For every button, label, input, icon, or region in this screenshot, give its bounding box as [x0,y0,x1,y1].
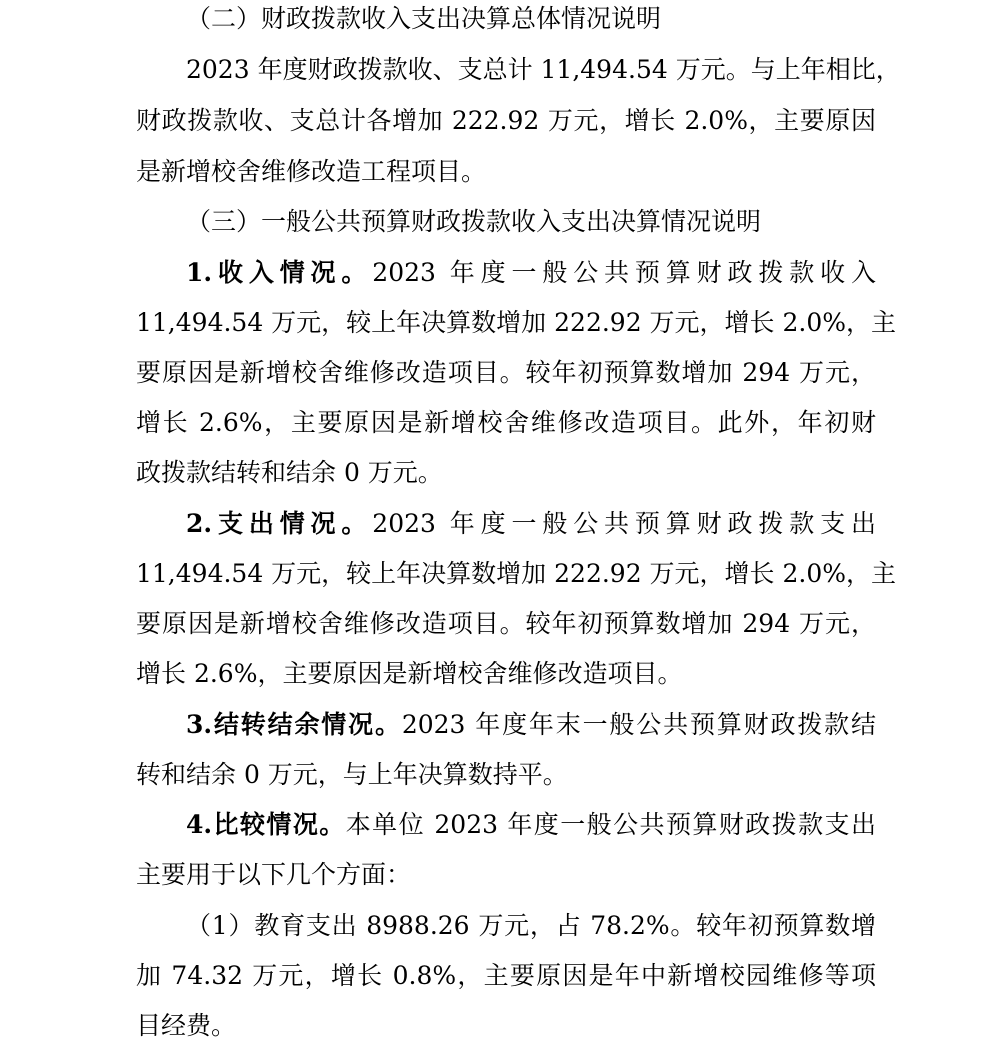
item1-first-line: （1）教育支出 8988.26 万元，占 78.2%。较年初预算数增 [186,911,876,940]
carryover-first-line-text: 2023 年度年末一般公共预算财政拨款结 [401,710,876,739]
paragraph-line: 2023 年度财政拨款收、支总计 11,494.54 万元。与上年相比， [186,55,901,84]
paragraph-line: 11,494.54 万元，较上年决算数增加 222.92 万元，增长 2.0%，主 [136,308,897,337]
paragraph-line: 转和结余 0 万元，与上年决算数持平。 [136,760,568,789]
paragraph-line: 要原因是新增校舍维修改造项目。较年初预算数增加 294 万元， [136,358,876,387]
paragraph-line: 要原因是新增校舍维修改造项目。较年初预算数增加 294 万元， [136,609,876,638]
section-heading-3: （三）一般公共预算财政拨款收入支出决算情况说明 [186,207,762,236]
expense-lead: 2.支出情况。 [186,509,373,538]
carryover-first-line [136,708,876,742]
carryover-lead: 3.结转结余情况。 [186,710,402,739]
paragraph-line: 11,494.54 万元，较上年决算数增加 222.92 万元，增长 2.0%，主 [136,559,897,588]
paragraph-line: 增长 2.6%，主要原因是新增校舍维修改造项目。 [136,659,683,688]
expense-first-line [136,507,876,541]
paragraph-line: 政拨款结转和结余 0 万元。 [136,458,443,487]
comparison-lead: 4.比较情况。 [186,810,346,839]
comparison-first-line-text: 本单位 2023 年度一般公共预算财政拨款支出 [345,810,876,839]
income-first-line-text: 2023 年度一般公共预算财政拨款收入 [372,258,876,287]
section-heading-2: （二）财政拨款收入支出决算总体情况说明 [186,4,662,33]
paragraph-line: 加 74.32 万元，增长 0.8%，主要原因是年中新增校园维修等项 [136,961,876,990]
paragraph-line: 财政拨款收、支总计各增加 222.92 万元，增长 2.0%，主要原因 [136,106,876,135]
paragraph-line: 是新增校舍维修改造工程项目。 [136,157,487,186]
comparison-first-line [136,808,876,842]
paragraph-line: 增长 2.6%，主要原因是新增校舍维修改造项目。此外，年初财 [136,408,876,437]
paragraph-line: 主要用于以下几个方面： [136,860,412,889]
income-first-line [136,256,876,290]
paragraph-line: 目经费。 [136,1011,237,1040]
expense-first-line-text: 2023 年度一般公共预算财政拨款支出 [372,509,876,538]
income-lead: 1.收入情况。 [186,258,373,287]
